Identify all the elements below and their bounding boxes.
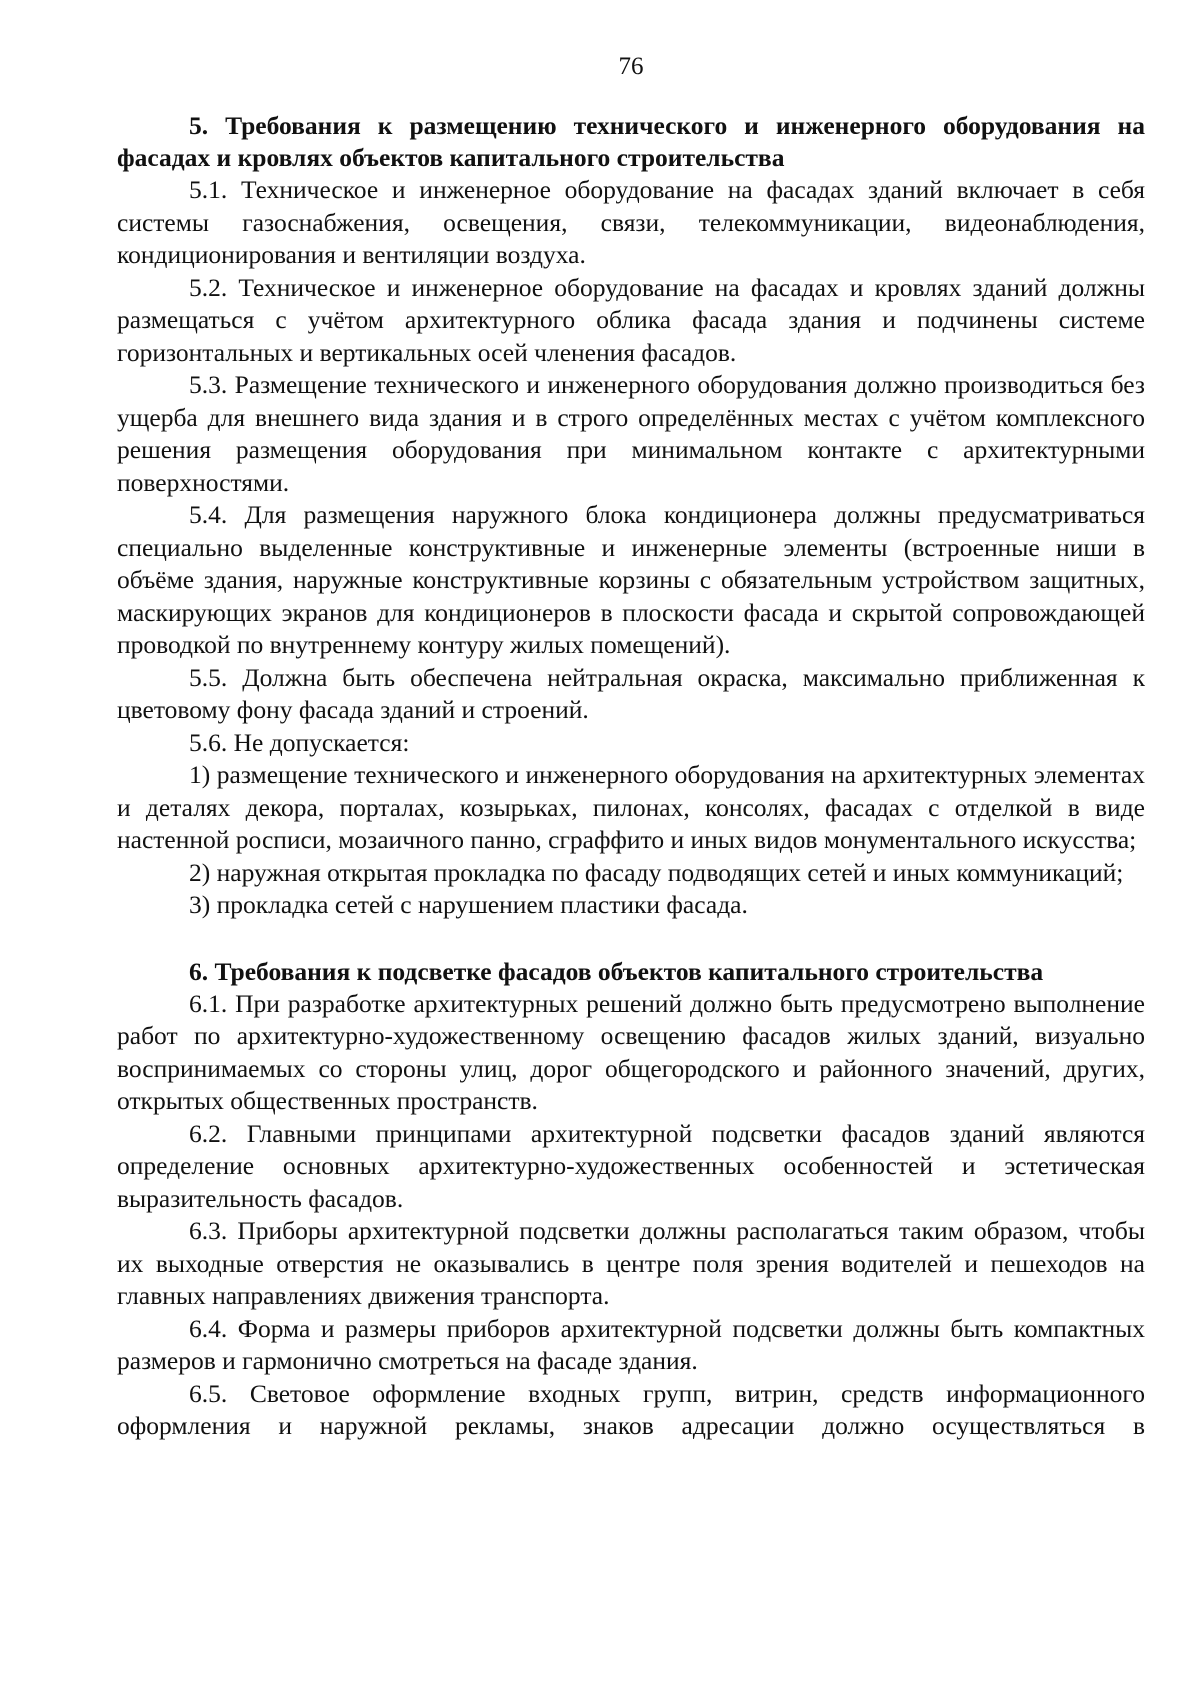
paragraph-6-2: 6.2. Главными принципами архитектурной подсветки фасадов зданий являются определение основных архитектурно-художественных особенностей и эстетическая выразительность фасадов. bbox=[117, 1118, 1145, 1213]
section-6 bbox=[117, 956, 1145, 1443]
page-number: 76 bbox=[618, 53, 644, 80]
paragraph-5-5: 5.5. Должна быть обеспечена нейтральная окраска, максимально приближенная к цветовому фону фасада зданий и строений. bbox=[117, 662, 1145, 724]
paragraph-5-1: 5.1. Техническое и инженерное оборудование на фасадах зданий включает в себя системы газоснабжения, освещения, связи, телекоммуникации, видеонаблюдения, кондиционирования и вентиляции воздуха. bbox=[117, 175, 1145, 269]
list-item-2: 2) наружная открытая прокладка по фасаду подводящих сетей и иных коммуникаций; bbox=[189, 857, 1124, 887]
list-item-1: 1) размещение технического и инженерного оборудования на архитектурных элементах и деталях декора, порталах, козырьках, пилонах, консолях, фасадах с отделкой в виде настенной росписи, мозаичного панно, сграффито и иных видов монументального искусства; bbox=[117, 760, 1145, 854]
list-item-3: 3) прокладка сетей с нарушением пластики фасада. bbox=[189, 890, 748, 919]
paragraph-6-4: 6.4. Форма и размеры приборов архитектурной подсветки должны быть компактных размеров и гармонично смотреться на фасаде здания. bbox=[117, 1313, 1145, 1375]
paragraph-6-1: 6.1. При разработке архитектурных решений должно быть предусмотрено выполнение работ по архитектурно-художественному освещению фасадов жилых зданий, визуально воспринимаемых со стороны улиц, дорог общегородского и районного значений, других, открытых общественных пространств. bbox=[117, 988, 1145, 1115]
section-gap bbox=[117, 922, 1145, 956]
paragraph-6-5: 6.5. Световое оформление входных групп, витрин, средств информационного оформления и наружной рекламы, знаков адресации должно осуществляться в bbox=[117, 1378, 1145, 1440]
section-6-title: 6. Требования к подсветке фасадов объектов капитального строительства bbox=[189, 956, 1044, 986]
paragraph-5-6: 5.6. Не допускается: bbox=[189, 727, 410, 757]
paragraph-6-3: 6.3. Приборы архитектурной подсветки должны располагаться таким образом, чтобы их выходные отверстия не оказывались в центре поля зрения водителей и пешеходов на главных направлениях движения транспорта. bbox=[117, 1216, 1145, 1310]
section-5 bbox=[117, 110, 1145, 922]
paragraph-5-4: 5.4. Для размещения наружного блока кондиционера должны предусматриваться специально выделенные конструктивные и инженерные элементы (встроенные ниши в объёме здания, наружные конструктивные корзины с обязательным устройством защитных, маскирующих экранов для кондиционеров в плоскости фасада и скрытой сопровождающей проводкой по внутреннему контуру жилых помещений). bbox=[117, 500, 1145, 659]
paragraph-5-3: 5.3. Размещение технического и инженерного оборудования должно производиться без ущерба для внешнего вида здания и в строго определённых местах с учётом комплексного решения размещения оборудования при минимальном контакте с архитектурными поверхностями. bbox=[117, 370, 1145, 497]
paragraph-5-2: 5.2. Техническое и инженерное оборудование на фасадах и кровлях зданий должны размещаться с учётом архитектурного облика фасада здания и подчинены системе горизонтальных и вертикальных осей членения фасадов. bbox=[117, 272, 1145, 367]
section-5-title: 5. Требования к размещению технического и инженерного оборудования на фасадах и кровлях объектов капитального строительства bbox=[117, 111, 1145, 172]
